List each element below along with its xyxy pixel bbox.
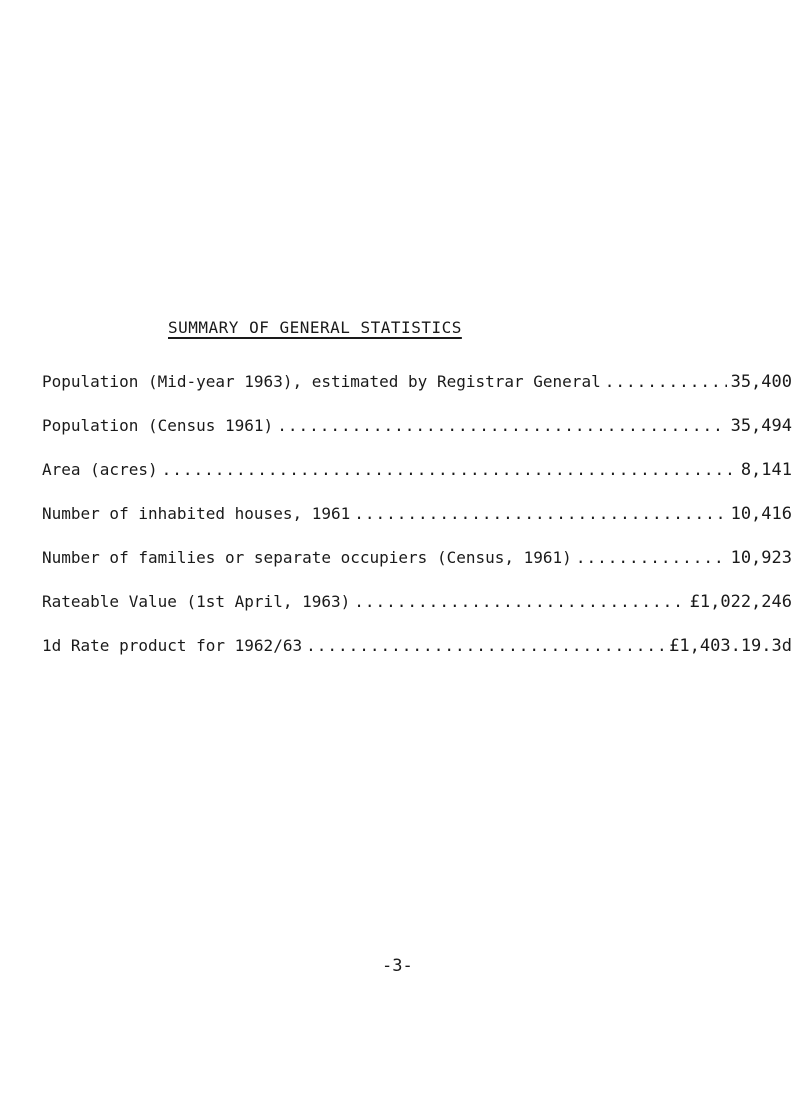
stat-row-inhabited-houses [42,504,792,548]
stat-value: £1,022,246 [689,592,792,612]
stat-label: Population (Mid-year 1963), estimated by Registrar General [42,372,601,391]
leader-dots [576,548,727,567]
stat-value: 35,400 [730,372,792,392]
leader-dots [277,416,726,435]
stat-row-rate-product [42,636,792,680]
page-number: -3- [382,956,413,976]
stat-value: £1,403.19.3d [669,636,792,656]
leader-dots [306,636,665,655]
leader-dots [605,372,727,391]
stat-row-rateable-value [42,592,792,636]
stat-row-families [42,548,792,592]
stat-label: Population (Census 1961) [42,416,274,435]
stat-label: 1d Rate product for 1962/63 [42,636,303,655]
statistics-list [42,372,792,680]
page-title: SUMMARY OF GENERAL STATISTICS [168,318,462,337]
stat-label: Number of inhabited houses, 1961 [42,504,351,523]
stat-row-area [42,460,792,504]
leader-dots [354,504,726,523]
stat-value: 10,923 [730,548,792,568]
stat-row-population-mid-year [42,372,792,416]
leader-dots [354,592,685,611]
stat-value: 8,141 [740,460,792,480]
stat-label: Number of families or separate occupiers (Census, 1961) [42,548,572,567]
stat-label: Area (acres) [42,460,158,479]
stat-label: Rateable Value (1st April, 1963) [42,592,351,611]
stat-row-population-census [42,416,792,460]
stat-value: 35,494 [730,416,792,436]
stat-value: 10,416 [730,504,792,524]
leader-dots [162,460,737,479]
